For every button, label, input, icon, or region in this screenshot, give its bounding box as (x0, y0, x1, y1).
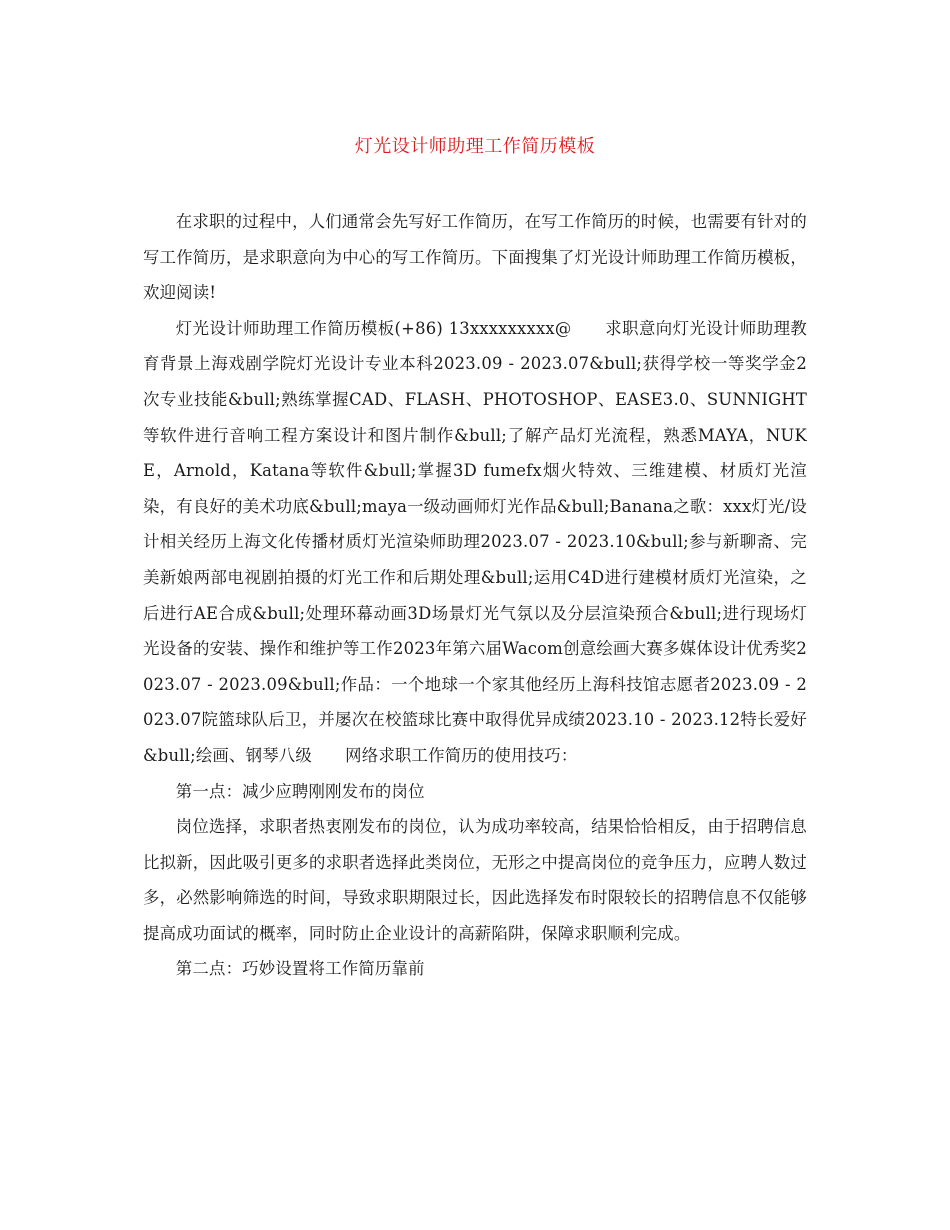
paragraph-tip-two-heading: 第二点：巧妙设置将工作简历靠前 (175, 959, 425, 979)
paragraph-tip-one-body: 岗位选择，求职者热衷刚发布的岗位，认为成功率较高，结果恰恰相反，由于招聘信息比拟新，因此吸引更多的求职者选择此类岗位，无形之中提高岗位的竞争压力，应聘人数过多，必然影响筛选的时间，导致求职期限过长，因此选择发布时限较长的招聘信息不仅能够提高成功面试的概率，同时防止企业设计的高薪陷阱，保障求职顺利完成。 (143, 817, 807, 943)
document-title: 灯光设计师助理工作简历模板 (354, 136, 596, 157)
paragraph-resume-template: 灯光设计师助理工作简历模板(+86) 13xxxxxxxxx@ 求职意向灯光设计师助理教育背景上海戏剧学院灯光设计专业本科2023.09 - 2023.07&bull;获得学校一等奖学金2次专业技能&bull;熟练掌握CAD、FLASH、PHOTOSHOP、EASE3.0、SUNNIGHT等软件进行音响工程方案设计和图片制作&bull;了解产品灯光流程，熟悉MAYA，NUKE，Arnold，Katana等软件&bull;掌握3D fumefx烟火特效、三维建模、材质灯光渲染，有良好的美术功底&bull;maya一级动画师灯光作品&bull;Banana之歌：xxx灯光/设计相关经历上海文化传播材质灯光渲染师助理2023.07 - 2023.10&bull;参与新聊斋、完美新娘两部电视剧拍摄的灯光工作和后期处理&bull;运用C4D进行建模材质灯光渲染，之后进行AE合成&bull;处理环幕动画3D场景灯光气氛以及分层渲染预合&bull;进行现场灯光设备的安装、操作和维护等工作2023年第六届Wacom创意绘画大赛多媒体设计优秀奖2023.07 - 2023.09&bull;作品：一个地球一个家其他经历上海科技馆志愿者2023.09 - 2023.07院篮球队后卫，并屡次在校篮球比赛中取得优异成绩2023.10 - 2023.12特长爱好&bull;绘画、钢琴八级 网络求职工作简历的使用技巧： (143, 318, 807, 765)
paragraph-intro: 在求职的过程中，人们通常会先写好工作简历，在写工作简历的时候，也需要有针对的写工作简历，是求职意向为中心的写工作简历。下面搜集了灯光设计师助理工作简历模板，欢迎阅读! (143, 212, 807, 303)
paragraph-tip-one-heading: 第一点：减少应聘刚刚发布的岗位 (175, 781, 425, 801)
document-body (143, 204, 807, 987)
